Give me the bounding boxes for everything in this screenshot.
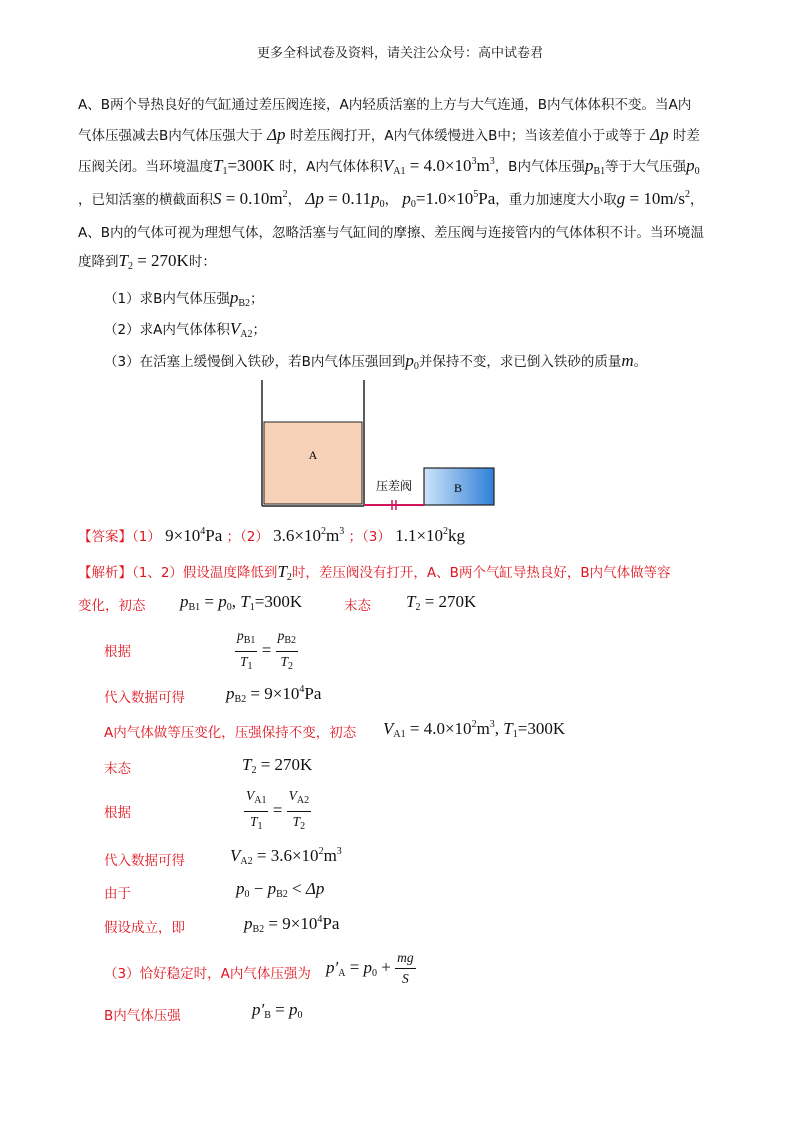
problem-line-4: ，已知活塞的横截面积$S = 0.10m^2$， $\Delta p = 0.11p_0$， $p_0=1.0\times 10^5Pa$，重力加速度大小取$g = 10m/s^2$， [78, 189, 704, 210]
problem-line-1: A、B两个导热良好的气缸通过差压阀连接，A内轻质活塞的上方与大气连通，B内气体体积不变。当A内 [78, 97, 692, 113]
cylinder-a-gas [264, 422, 362, 504]
equation-2: $\frac{V_{A1}}{T_1}$ = $\frac{V_{A2}}{T_2}$ [246, 788, 310, 832]
apparatus-figure [0, 380, 800, 520]
genju-1: 根据 [104, 644, 131, 660]
answer-tag: 【答案】 [78, 529, 132, 545]
equation-3: $p'_A = p_0$ + $\frac{mg}{S}$ [326, 950, 414, 986]
problem-line-6: 度降到$T_2 = 270K$时： [78, 251, 216, 272]
answer-line: 【答案】（1） $9\times 10^4Pa$ ；（2） $3.6\times 10^2m^3$ ；（3） $1.1\times 10^2kg$ [78, 526, 466, 545]
valve-label: 压差阀 [375, 479, 413, 493]
problem-line-3: 压阀关闭。当环境温度$T_1=300K$ 时，A内气体体积$V_{A1} = 4.0\times 10^3m^3$，B内气体压强$p_{B1}$等于大气压强$p_0$ [78, 156, 700, 177]
label-b: B [453, 481, 463, 495]
question-2: （2）求A内气体体积$V_{A2}$； [104, 319, 266, 340]
problem-line-2: 气体压强减去B内气体压强大于 Δp 时差压阀打开，A内气体缓慢进入B中；当该差值小于或等于 Δp 时差 [78, 125, 700, 144]
genju-2: 根据 [104, 805, 131, 821]
solution-line-2: 变化，初态 [78, 598, 146, 614]
page-header: 更多全科试卷及资料，请关注公众号：高中试卷君 [256, 46, 543, 61]
solution-line-1: 【解析】（1、2）假设温度降低到$T_2$时，差压阀没有打开，A、B两个气缸导热良好，B内气体做等容 [78, 562, 671, 583]
problem-line-5: A、B内的气体可视为理想气体，忽略活塞与气缸间的摩擦、差压阀与连接管内的气体体积不计。当环境温 [78, 225, 704, 241]
equation-1: $\frac{p_{B1}}{T_1}$ = $\frac{p_{B2}}{T_2}$ [237, 628, 296, 672]
label-a: A [308, 448, 318, 462]
question-1: （1）求B内气体压强$p_{B2}$； [104, 288, 264, 309]
solution-tag: 【解析】 [78, 565, 132, 581]
question-3: （3）在活塞上缓慢倒入铁砂，若B内气体压强回到$p_0$并保持不变，求已倒入铁砂的质量m。 [104, 351, 648, 372]
